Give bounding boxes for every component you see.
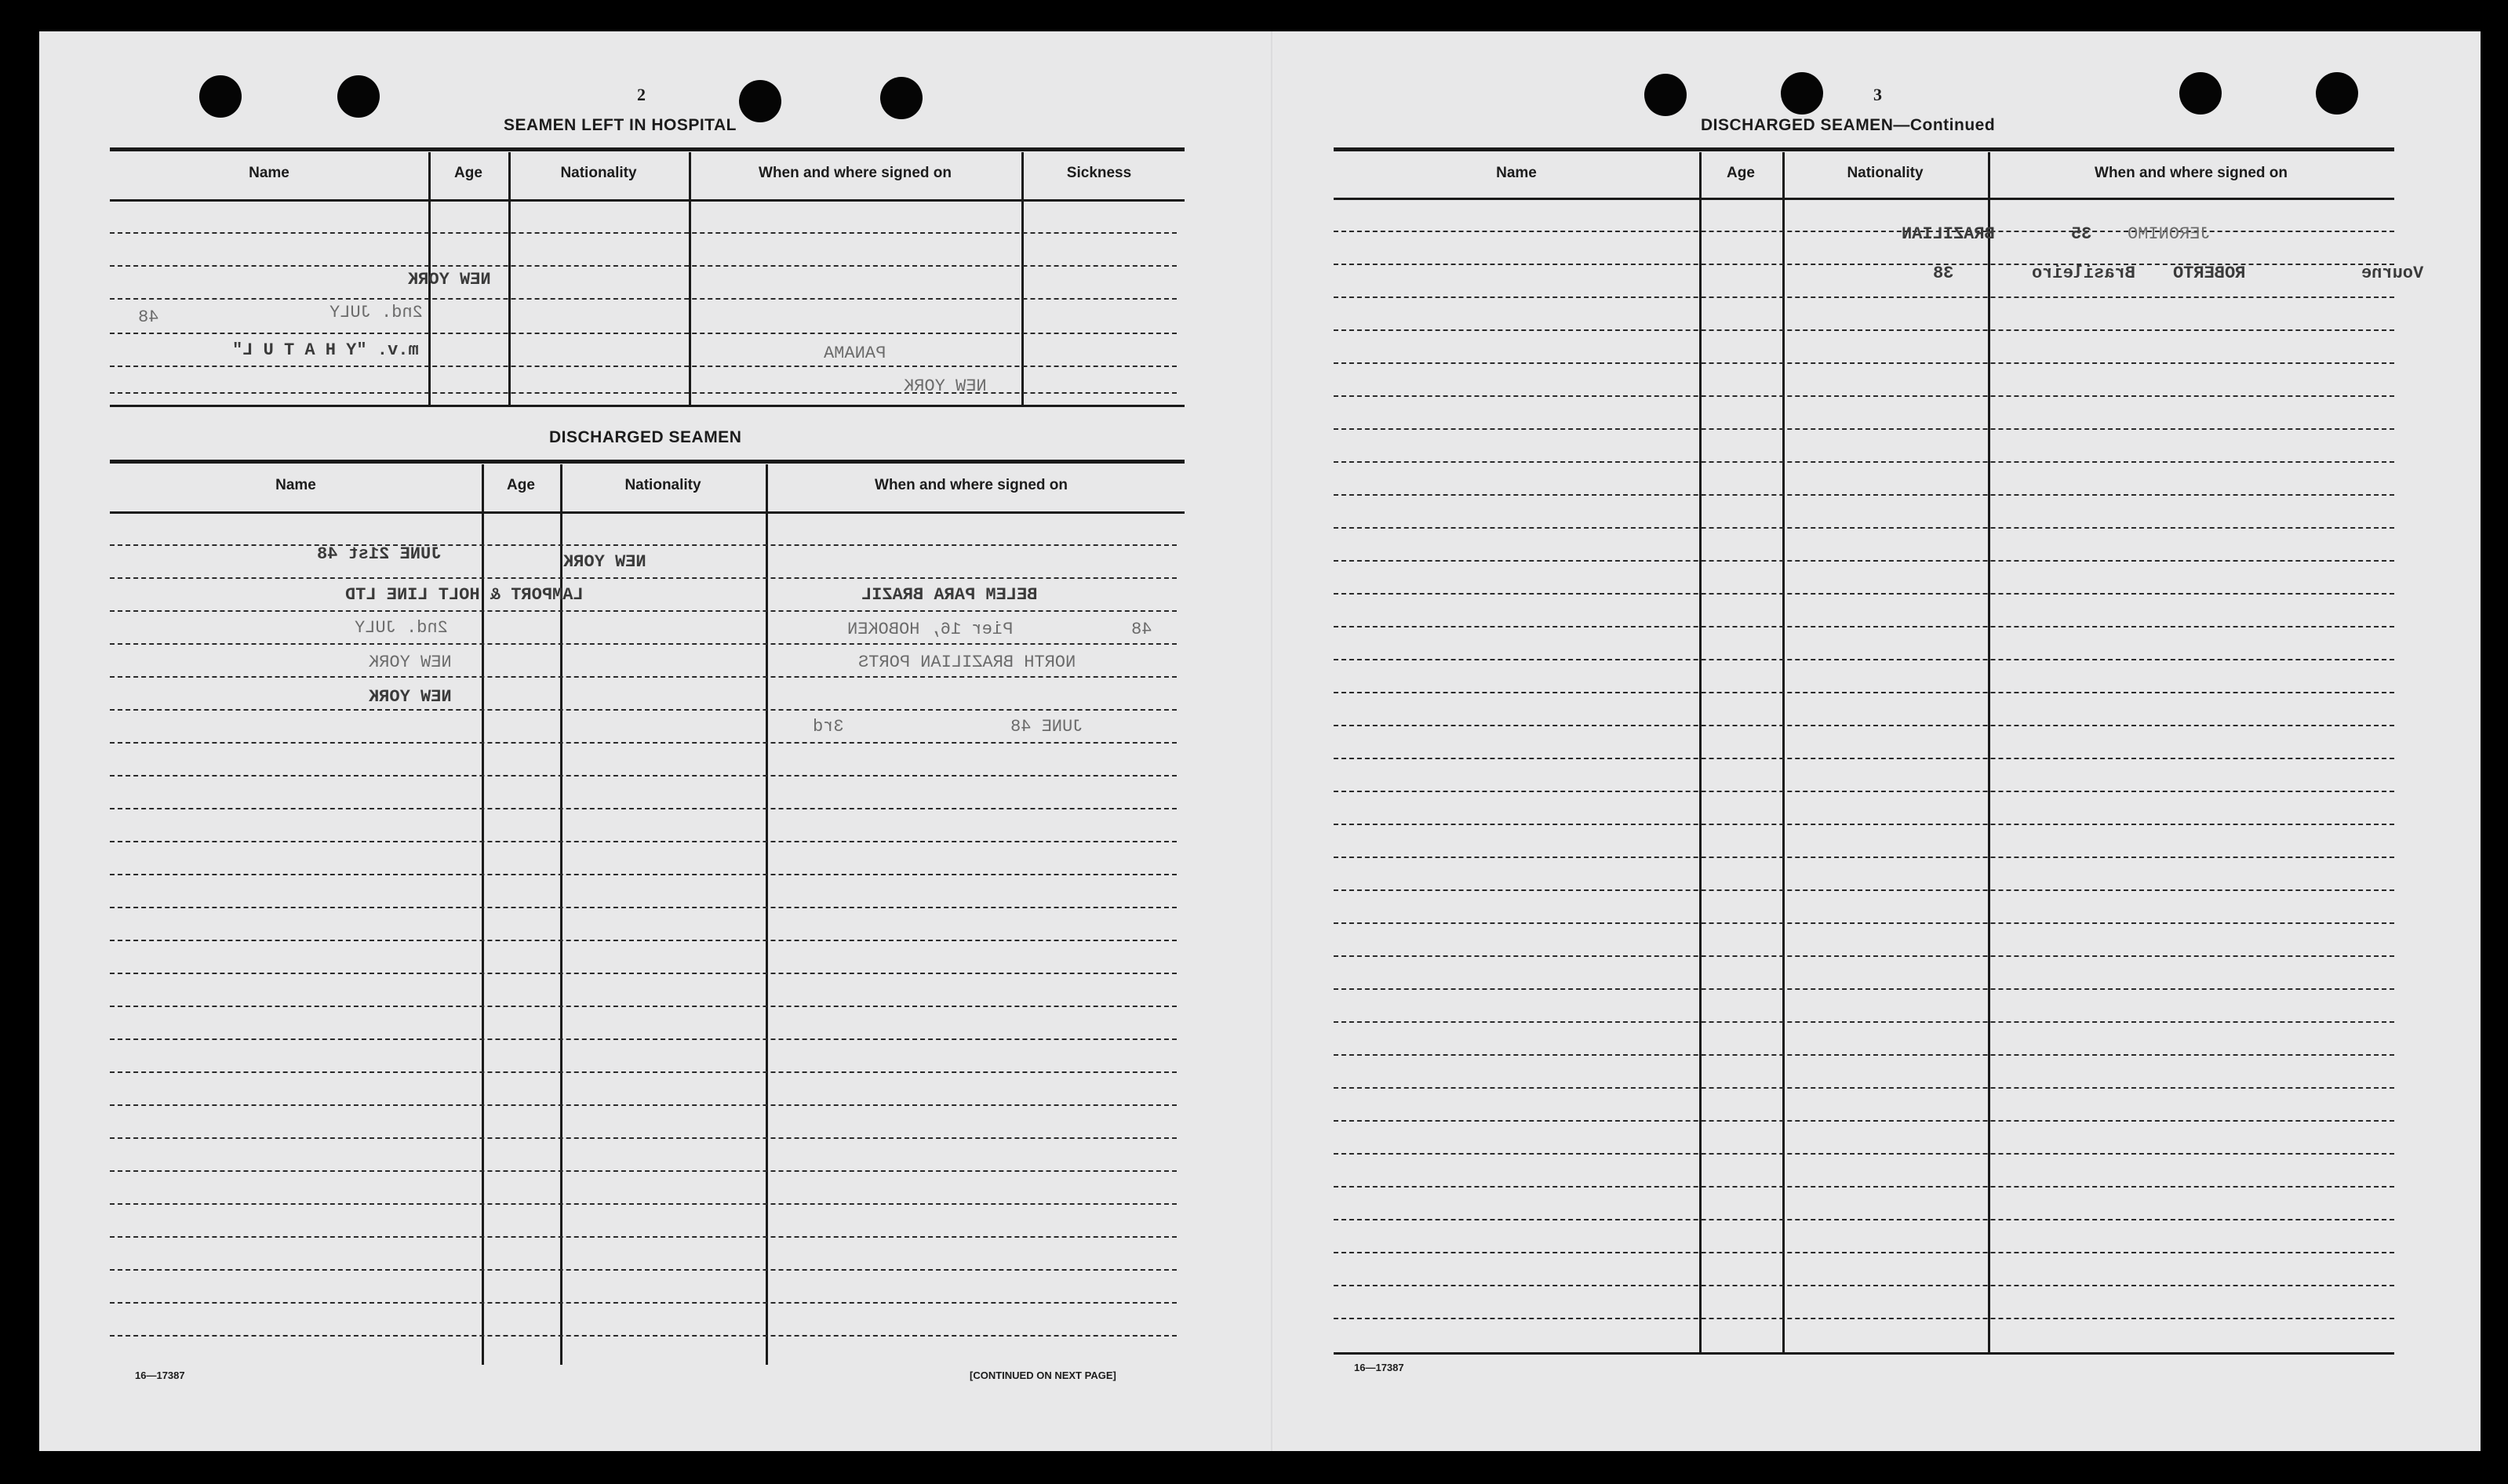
- offset-text: 3rd: [813, 717, 844, 737]
- row-line: [110, 808, 1177, 809]
- row-line: [110, 1006, 1177, 1007]
- column-header-sickness: Sickness: [1066, 165, 1132, 181]
- row-line: [1334, 560, 2394, 562]
- row-line: [1334, 362, 2394, 364]
- row-line: [110, 1071, 1177, 1073]
- offset-text: NEW YORK: [369, 653, 452, 672]
- row-line: [110, 907, 1177, 908]
- row-line: [110, 643, 1177, 645]
- column-divider: [1699, 152, 1702, 1352]
- column-header-nationality: Nationality: [1847, 165, 1924, 181]
- form-code-right: 16—17387: [1354, 1362, 1404, 1373]
- column-header-nationality: Nationality: [560, 165, 637, 181]
- row-line: [110, 874, 1177, 875]
- column-header-name: Name: [1496, 165, 1537, 181]
- row-line: [1334, 1054, 2394, 1056]
- continued-note: [CONTINUED ON NEXT PAGE]: [970, 1369, 1116, 1381]
- table-top-rule: [110, 460, 1185, 464]
- punch-hole: [880, 77, 923, 119]
- row-line: [110, 1203, 1177, 1205]
- column-header-nationality: Nationality: [624, 477, 701, 493]
- row-line: [110, 709, 1177, 711]
- offset-text: NEW YORK: [904, 376, 987, 396]
- row-line: [1334, 659, 2394, 660]
- row-line: [1334, 988, 2394, 990]
- row-line: [1334, 1186, 2394, 1188]
- offset-text: 2nd. JULY: [329, 303, 423, 322]
- column-header-age: Age: [507, 477, 535, 493]
- row-line: [110, 333, 1177, 334]
- row-line: [1334, 1285, 2394, 1286]
- offset-text: 48: [138, 307, 159, 327]
- offset-text: JUNE 21st 48: [317, 544, 442, 564]
- row-line: [1334, 1120, 2394, 1122]
- row-line: [1334, 1087, 2394, 1089]
- page-number-left: 2: [637, 85, 646, 104]
- offset-text: NEW YORK: [369, 687, 452, 707]
- row-line: [1334, 296, 2394, 298]
- row-line: [1334, 725, 2394, 726]
- table-top-rule: [1334, 147, 2394, 151]
- page-fold: [1271, 31, 1274, 1451]
- row-line: [1334, 1219, 2394, 1220]
- punch-hole: [2179, 72, 2222, 115]
- offset-text: Vourne: [2361, 264, 2424, 283]
- discharged-continued-title: DISCHARGED SEAMEN—Continued: [1701, 116, 1996, 134]
- row-line: [1334, 758, 2394, 759]
- offset-text: 48: [1131, 620, 1152, 639]
- row-line: [110, 366, 1177, 367]
- column-header-signed-on: When and where signed on: [875, 477, 1068, 493]
- column-header-age: Age: [454, 165, 482, 181]
- punch-hole: [199, 75, 242, 118]
- header-rule: [110, 511, 1185, 514]
- row-line: [110, 1170, 1177, 1172]
- offset-text: LAMPORT & HOLT LINE LTD: [345, 585, 584, 605]
- row-line: [110, 577, 1177, 579]
- offset-text: PANAMA: [824, 344, 886, 363]
- offset-text: NEW YORK: [408, 270, 491, 289]
- offset-text: BELEM PARA BRAZIL: [861, 585, 1038, 605]
- row-line: [1334, 428, 2394, 430]
- row-line: [1334, 1318, 2394, 1319]
- row-line: [110, 841, 1177, 842]
- punch-hole: [739, 80, 781, 122]
- page-number-right: 3: [1873, 85, 1882, 104]
- column-divider: [766, 464, 768, 1365]
- row-line: [1334, 329, 2394, 331]
- row-line: [110, 1038, 1177, 1040]
- column-header-name: Name: [275, 477, 316, 493]
- offset-text: 38: [1933, 264, 1954, 283]
- row-line: [110, 775, 1177, 777]
- offset-text: m.v. "Y H A T U L": [232, 340, 419, 360]
- table-bottom-rule: [1334, 1352, 2394, 1355]
- row-line: [110, 392, 1177, 394]
- hospital-section-title: SEAMEN LEFT IN HOSPITAL: [504, 116, 737, 134]
- row-line: [1334, 1252, 2394, 1253]
- column-header-signed-on: When and where signed on: [2095, 165, 2288, 181]
- row-line: [110, 1335, 1177, 1337]
- row-line: [1334, 955, 2394, 957]
- row-line: [110, 1137, 1177, 1139]
- row-line: [1334, 395, 2394, 397]
- row-line: [110, 544, 1177, 546]
- row-line: [110, 1104, 1177, 1106]
- row-line: [1334, 494, 2394, 496]
- row-line: [1334, 1021, 2394, 1023]
- row-line: [110, 973, 1177, 974]
- offset-text: NEW YORK: [563, 552, 646, 572]
- column-header-age: Age: [1727, 165, 1755, 181]
- column-header-name: Name: [249, 165, 289, 181]
- row-line: [1334, 461, 2394, 463]
- row-line: [1334, 889, 2394, 891]
- row-line: [1334, 626, 2394, 627]
- row-line: [1334, 922, 2394, 924]
- row-line: [1334, 1153, 2394, 1155]
- offset-text: 35: [2071, 224, 2092, 244]
- row-line: [1334, 593, 2394, 595]
- column-header-signed-on: When and where signed on: [759, 165, 952, 181]
- offset-text: JUNE 48: [1010, 717, 1083, 737]
- punch-hole: [1781, 72, 1823, 115]
- row-line: [1334, 692, 2394, 693]
- row-line: [110, 1302, 1177, 1304]
- row-line: [1334, 791, 2394, 792]
- offset-text: ROBERTO: [2173, 264, 2246, 283]
- row-line: [110, 610, 1177, 612]
- row-line: [1334, 231, 2394, 232]
- punch-hole: [1644, 74, 1687, 116]
- row-line: [1334, 857, 2394, 858]
- row-line: [110, 1236, 1177, 1238]
- table-bottom-rule: [110, 405, 1185, 407]
- offset-text: BRAZILIAN: [1902, 224, 1995, 244]
- header-rule: [1334, 198, 2394, 200]
- hospital-table: [110, 147, 1177, 408]
- row-line: [1334, 527, 2394, 529]
- offset-text: JERONIMO: [2128, 224, 2211, 244]
- offset-text: Brasileiro: [2032, 264, 2136, 283]
- form-code-left: 16—17387: [135, 1369, 185, 1381]
- row-line: [1334, 824, 2394, 825]
- row-line: [110, 1269, 1177, 1271]
- table-top-rule: [110, 147, 1185, 151]
- discharged-continued-table: [1334, 147, 2394, 1355]
- row-line: [110, 265, 1177, 267]
- column-divider: [1988, 152, 1990, 1352]
- offset-text: Pier 16, HOBOKEN: [847, 620, 1014, 639]
- discharged-section-title: DISCHARGED SEAMEN: [549, 428, 742, 446]
- punch-hole: [2316, 72, 2358, 115]
- row-line: [110, 232, 1177, 234]
- offset-text: 2nd. JULY: [355, 618, 448, 638]
- row-line: [110, 940, 1177, 941]
- column-divider: [1782, 152, 1785, 1352]
- row-line: [110, 298, 1177, 300]
- punch-hole: [337, 75, 380, 118]
- row-line: [110, 742, 1177, 744]
- offset-text: NORTH BRAZILIAN PORTS: [858, 653, 1076, 672]
- row-line: [110, 676, 1177, 678]
